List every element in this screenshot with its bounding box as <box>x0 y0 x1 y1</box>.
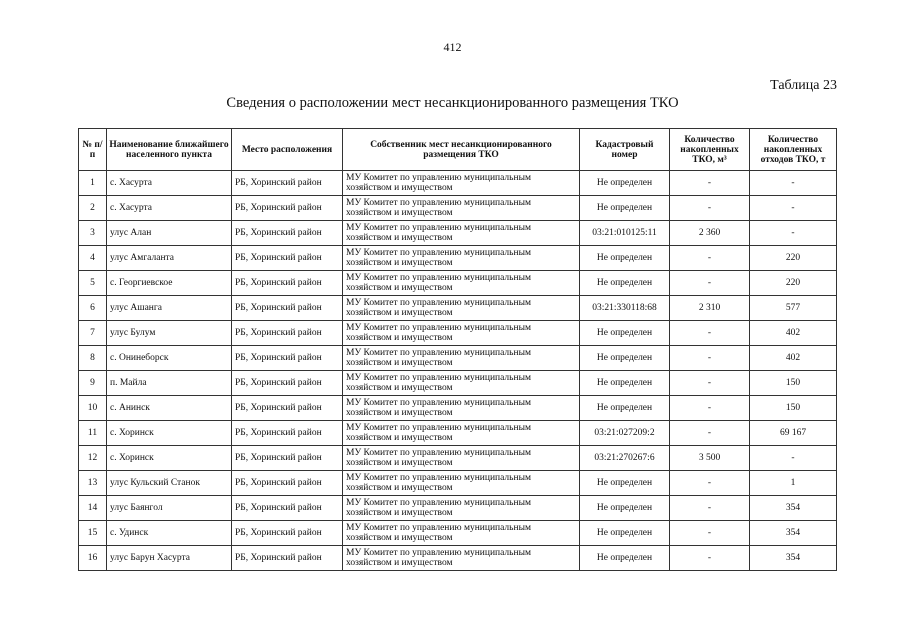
table-row <box>79 546 837 571</box>
header-location: Место расположения <box>232 129 343 171</box>
cell-num: 11 <box>79 421 107 446</box>
cell-qty-m3: 2 310 <box>670 296 750 321</box>
cell-num: 12 <box>79 446 107 471</box>
cell-settlement: п. Майла <box>107 371 232 396</box>
cell-cadastral: Не определен <box>580 496 670 521</box>
cell-owner: МУ Комитет по управлению муниципальным хозяйством и имуществом <box>343 246 580 271</box>
cell-owner: МУ Комитет по управлению муниципальным хозяйством и имуществом <box>343 296 580 321</box>
table-label: Таблица 23 <box>770 78 837 93</box>
header-cadastral: Кадастровый номер <box>580 129 670 171</box>
cell-cadastral: Не определен <box>580 271 670 296</box>
cell-qty-t: - <box>750 221 837 246</box>
cell-qty-m3: - <box>670 321 750 346</box>
cell-settlement: улус Ашанга <box>107 296 232 321</box>
cell-cadastral: Не определен <box>580 321 670 346</box>
cell-qty-t: - <box>750 446 837 471</box>
table-row <box>79 346 837 371</box>
cell-cadastral: Не определен <box>580 171 670 196</box>
table-row <box>79 246 837 271</box>
cell-settlement: с. Георгиевское <box>107 271 232 296</box>
table-row <box>79 171 837 196</box>
cell-owner: МУ Комитет по управлению муниципальным хозяйством и имуществом <box>343 396 580 421</box>
cell-owner: МУ Комитет по управлению муниципальным хозяйством и имуществом <box>343 521 580 546</box>
cell-num: 3 <box>79 221 107 246</box>
cell-settlement: с. Удинск <box>107 521 232 546</box>
cell-qty-m3: - <box>670 196 750 221</box>
cell-qty-t: 354 <box>750 521 837 546</box>
cell-num: 10 <box>79 396 107 421</box>
cell-qty-m3: - <box>670 346 750 371</box>
cell-qty-t: 577 <box>750 296 837 321</box>
cell-owner: МУ Комитет по управлению муниципальным хозяйством и имуществом <box>343 371 580 396</box>
cell-qty-t: 150 <box>750 371 837 396</box>
table-row <box>79 371 837 396</box>
cell-num: 15 <box>79 521 107 546</box>
table-row <box>79 271 837 296</box>
cell-settlement: с. Анинск <box>107 396 232 421</box>
cell-owner: МУ Комитет по управлению муниципальным хозяйством и имуществом <box>343 171 580 196</box>
header-num: № п/п <box>79 129 107 171</box>
cell-settlement: улус Барун Хасурта <box>107 546 232 571</box>
cell-location: РБ, Хоринский район <box>232 271 343 296</box>
cell-num: 4 <box>79 246 107 271</box>
cell-qty-m3: 3 500 <box>670 446 750 471</box>
page-title: Сведения о расположении мест несанкционированного размещения ТКО <box>226 95 679 111</box>
table-row <box>79 321 837 346</box>
cell-qty-m3: - <box>670 421 750 446</box>
cell-cadastral: Не определен <box>580 521 670 546</box>
header-qty-m3: Количество накопленных ТКО, м³ <box>670 129 750 171</box>
cell-location: РБ, Хоринский район <box>232 446 343 471</box>
table-header-row <box>79 129 837 171</box>
cell-cadastral: Не определен <box>580 546 670 571</box>
cell-qty-t: 220 <box>750 271 837 296</box>
cell-qty-m3: - <box>670 496 750 521</box>
page-number: 412 <box>443 40 462 54</box>
cell-num: 6 <box>79 296 107 321</box>
cell-qty-m3: - <box>670 471 750 496</box>
header-settlement: Наименование ближайшего населенного пункта <box>107 129 232 171</box>
cell-qty-t: 354 <box>750 496 837 521</box>
cell-owner: МУ Комитет по управлению муниципальным хозяйством и имуществом <box>343 496 580 521</box>
cell-settlement: с. Хасурта <box>107 196 232 221</box>
cell-settlement: улус Амгаланта <box>107 246 232 271</box>
cell-location: РБ, Хоринский район <box>232 521 343 546</box>
table-row <box>79 296 837 321</box>
cell-cadastral: Не определен <box>580 196 670 221</box>
cell-owner: МУ Комитет по управлению муниципальным хозяйством и имуществом <box>343 196 580 221</box>
cell-qty-t: 150 <box>750 396 837 421</box>
cell-owner: МУ Комитет по управлению муниципальным хозяйством и имуществом <box>343 221 580 246</box>
cell-location: РБ, Хоринский район <box>232 196 343 221</box>
cell-location: РБ, Хоринский район <box>232 371 343 396</box>
cell-settlement: улус Кульский Станок <box>107 471 232 496</box>
cell-qty-m3: - <box>670 271 750 296</box>
cell-location: РБ, Хоринский район <box>232 296 343 321</box>
table-row <box>79 196 837 221</box>
cell-qty-t: 69 167 <box>750 421 837 446</box>
cell-owner: МУ Комитет по управлению муниципальным хозяйством и имуществом <box>343 546 580 571</box>
table-row <box>79 446 837 471</box>
cell-cadastral: 03:21:010125:11 <box>580 221 670 246</box>
cell-settlement: с. Хоринск <box>107 421 232 446</box>
cell-location: РБ, Хоринский район <box>232 346 343 371</box>
cell-cadastral: 03:21:330118:68 <box>580 296 670 321</box>
cell-num: 13 <box>79 471 107 496</box>
cell-location: РБ, Хоринский район <box>232 471 343 496</box>
cell-settlement: улус Алан <box>107 221 232 246</box>
cell-qty-t: 354 <box>750 546 837 571</box>
cell-qty-m3: - <box>670 396 750 421</box>
cell-qty-t: - <box>750 196 837 221</box>
cell-owner: МУ Комитет по управлению муниципальным хозяйством и имуществом <box>343 346 580 371</box>
cell-qty-m3: - <box>670 521 750 546</box>
cell-cadastral: Не определен <box>580 246 670 271</box>
cell-owner: МУ Комитет по управлению муниципальным хозяйством и имуществом <box>343 271 580 296</box>
cell-cadastral: Не определен <box>580 471 670 496</box>
cell-location: РБ, Хоринский район <box>232 321 343 346</box>
table-row <box>79 421 837 446</box>
cell-location: РБ, Хоринский район <box>232 496 343 521</box>
cell-owner: МУ Комитет по управлению муниципальным хозяйством и имуществом <box>343 421 580 446</box>
cell-qty-m3: - <box>670 546 750 571</box>
cell-qty-t: 402 <box>750 346 837 371</box>
cell-location: РБ, Хоринский район <box>232 396 343 421</box>
cell-qty-m3: - <box>670 246 750 271</box>
cell-num: 16 <box>79 546 107 571</box>
cell-qty-t: 1 <box>750 471 837 496</box>
header-owner: Собственник мест несанкционированного размещения ТКО <box>343 129 580 171</box>
table-row <box>79 471 837 496</box>
cell-qty-t: 402 <box>750 321 837 346</box>
cell-settlement: улус Баянгол <box>107 496 232 521</box>
cell-num: 8 <box>79 346 107 371</box>
cell-owner: МУ Комитет по управлению муниципальным хозяйством и имуществом <box>343 471 580 496</box>
cell-cadastral: Не определен <box>580 396 670 421</box>
table-body <box>79 171 837 571</box>
cell-num: 7 <box>79 321 107 346</box>
header-qty-t: Количество накопленных отходов ТКО, т <box>750 129 837 171</box>
cell-num: 14 <box>79 496 107 521</box>
cell-location: РБ, Хоринский район <box>232 421 343 446</box>
cell-qty-m3: - <box>670 171 750 196</box>
cell-cadastral: Не определен <box>580 371 670 396</box>
cell-num: 9 <box>79 371 107 396</box>
table-row <box>79 496 837 521</box>
cell-qty-t: - <box>750 171 837 196</box>
cell-cadastral: 03:21:270267:6 <box>580 446 670 471</box>
cell-settlement: с. Хоринск <box>107 446 232 471</box>
dump-sites-table <box>78 128 837 571</box>
cell-cadastral: 03:21:027209:2 <box>580 421 670 446</box>
cell-settlement: улус Булум <box>107 321 232 346</box>
cell-qty-m3: 2 360 <box>670 221 750 246</box>
table-row <box>79 521 837 546</box>
cell-settlement: с. Хасурта <box>107 171 232 196</box>
cell-location: РБ, Хоринский район <box>232 546 343 571</box>
cell-qty-t: 220 <box>750 246 837 271</box>
cell-location: РБ, Хоринский район <box>232 171 343 196</box>
cell-settlement: с. Онинеборск <box>107 346 232 371</box>
table-row <box>79 396 837 421</box>
cell-location: РБ, Хоринский район <box>232 246 343 271</box>
cell-location: РБ, Хоринский район <box>232 221 343 246</box>
cell-owner: МУ Комитет по управлению муниципальным хозяйством и имуществом <box>343 446 580 471</box>
cell-owner: МУ Комитет по управлению муниципальным хозяйством и имуществом <box>343 321 580 346</box>
table-row <box>79 221 837 246</box>
cell-cadastral: Не определен <box>580 346 670 371</box>
cell-num: 2 <box>79 196 107 221</box>
cell-num: 5 <box>79 271 107 296</box>
cell-qty-m3: - <box>670 371 750 396</box>
cell-num: 1 <box>79 171 107 196</box>
